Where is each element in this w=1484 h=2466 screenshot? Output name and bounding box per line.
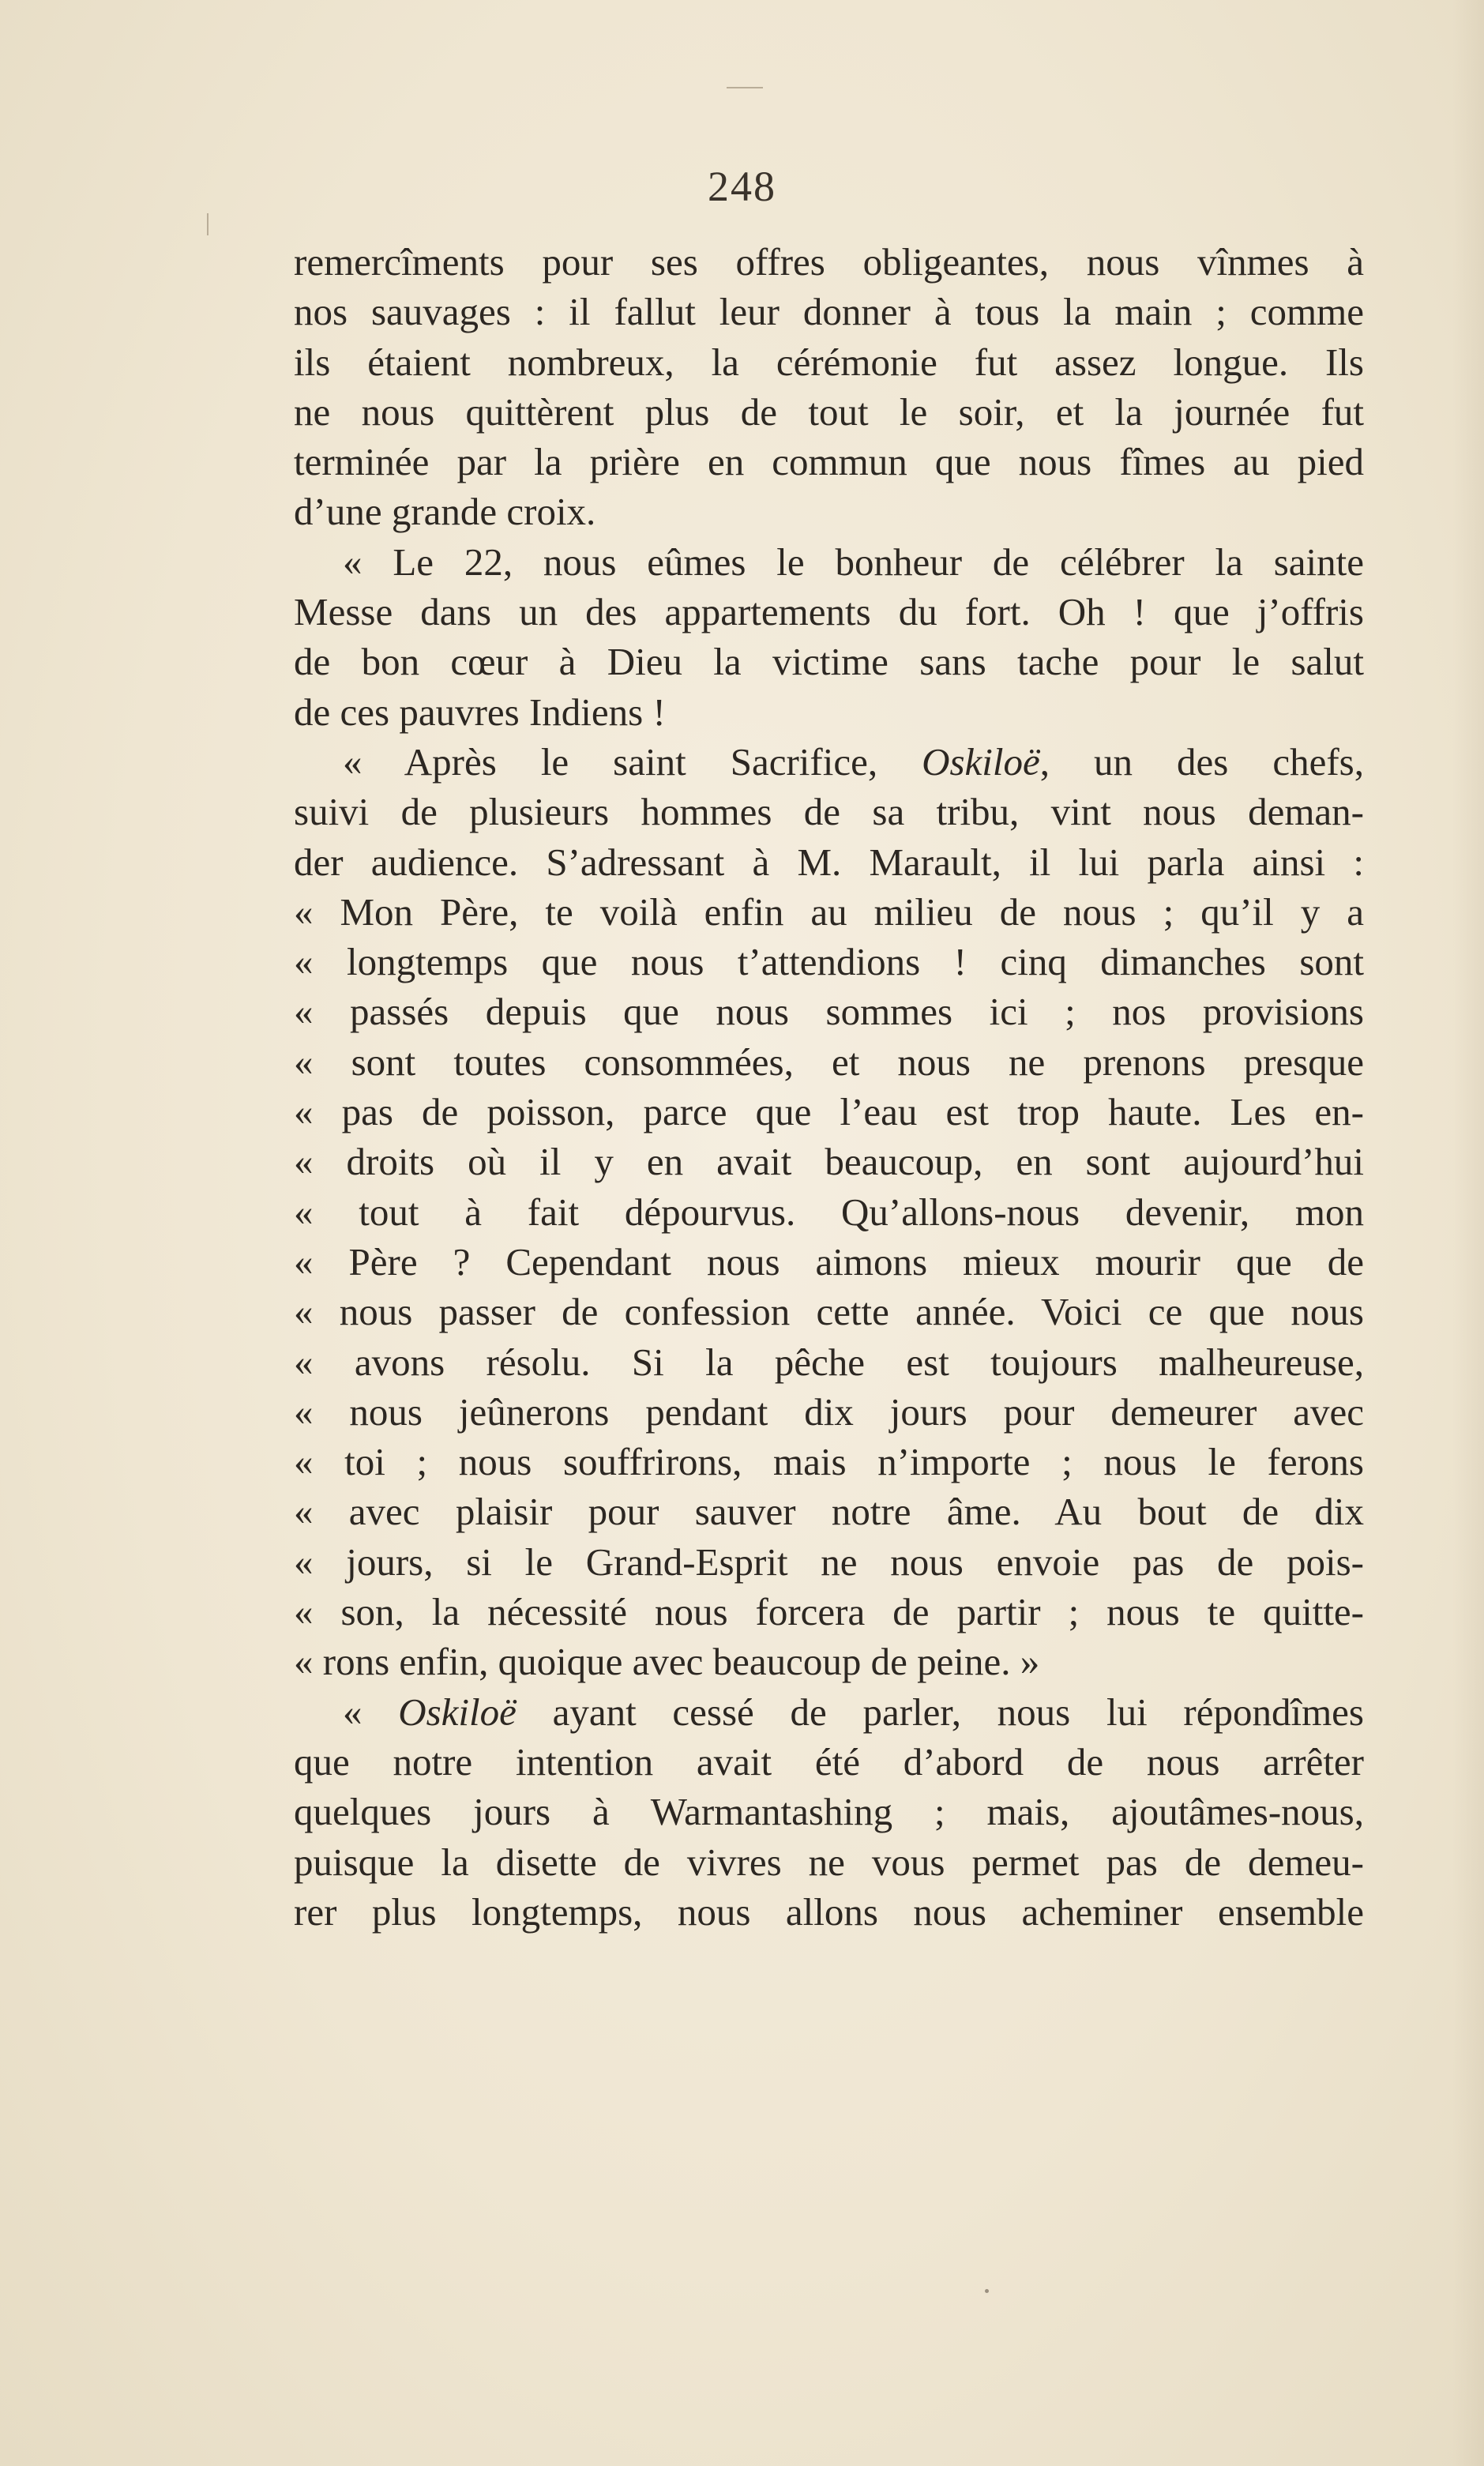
text-line: ils étaient nombreux, la cérémonie fut assez longue. Ils [294,340,1364,384]
text-line: de ces pauvres Indiens ! [294,690,666,734]
text-line: « avec plaisir pour sauver notre âme. Au bout de dix [294,1490,1364,1534]
text-line: ne nous quittèrent plus de tout le soir, et la journée fut [294,389,1364,434]
text-line: « Après le saint Sacrifice, Oskiloë, un des chefs, [343,739,1364,784]
text-line: der audience. S’adressant à M. Marault, il lui parla ainsi : [294,840,1364,884]
text-line: « son, la nécessité nous forcera de partir ; nous te quitte- [294,1590,1364,1634]
text-line: « jours, si le Grand-Esprit ne nous envoie pas de pois- [294,1539,1364,1584]
text-line: « sont toutes consommées, et nous ne prenons presque [294,1039,1364,1084]
page-edge-shadow [1452,0,1484,2466]
text-line: « droits où il y en avait beaucoup, en sont aujourd’hui [294,1140,1364,1184]
text-line: d’une grande croix. [294,490,596,534]
text-line: « Oskiloë ayant cessé de parler, nous lui répondîmes [343,1690,1364,1734]
text-line: « Mon Père, te voilà enfin au milieu de nous ; qu’il y a [294,889,1364,934]
text-line: quelques jours à Warmantashing ; mais, ajoutâmes-nous, [294,1790,1364,1834]
text-line: nos sauvages : il fallut leur donner à tous la main ; comme [294,290,1364,334]
text-line: « pas de poisson, parce que l’eau est trop haute. Les en- [294,1090,1364,1134]
text-line: « longtemps que nous t’attendions ! cinq dimanches sont [294,940,1364,984]
text-line: de bon cœur à Dieu la victime sans tache pour le salut [294,640,1364,684]
text-line: « nous jeûnerons pendant dix jours pour demeurer avec [294,1389,1364,1434]
body-text [294,237,1364,1937]
text-line: « nous passer de confession cette année. Voici ce que nous [294,1290,1364,1334]
text-line: « rons enfin, quoique avec beaucoup de peine. » [294,1640,1040,1684]
text-line: « tout à fait dépourvus. Qu’allons-nous devenir, mon [294,1190,1364,1234]
text-line: « passés depuis que nous sommes ici ; nos provisions [294,990,1364,1034]
text-line: rer plus longtemps, nous allons nous acheminer ensemble [294,1889,1364,1934]
text-line: que notre intention avait été d’abord de nous arrêter [294,1739,1364,1784]
text-line: suivi de plusieurs hommes de sa tribu, vint nous deman- [294,790,1364,834]
text-line: Messe dans un des appartements du fort. Oh ! que j’offris [294,590,1364,634]
margin-mark [727,87,763,88]
text-line: remercîments pour ses offres obligeantes, nous vînmes à [294,240,1364,284]
text-line: « Père ? Cependant nous aimons mieux mourir que de [294,1239,1364,1284]
text-line: « avons résolu. Si la pêche est toujours malheureuse, [294,1340,1364,1384]
text-line: puisque la disette de vivres ne vous permet pas de demeu- [294,1840,1364,1884]
stray-dot [985,2289,989,2293]
page-number: 248 [708,163,776,210]
margin-mark [207,213,209,235]
text-line: terminée par la prière en commun que nous fîmes au pied [294,440,1364,484]
text-line: « toi ; nous souffrirons, mais n’importe ; nous le ferons [294,1440,1364,1484]
text-line: « Le 22, nous eûmes le bonheur de célébrer la sainte [343,539,1364,584]
